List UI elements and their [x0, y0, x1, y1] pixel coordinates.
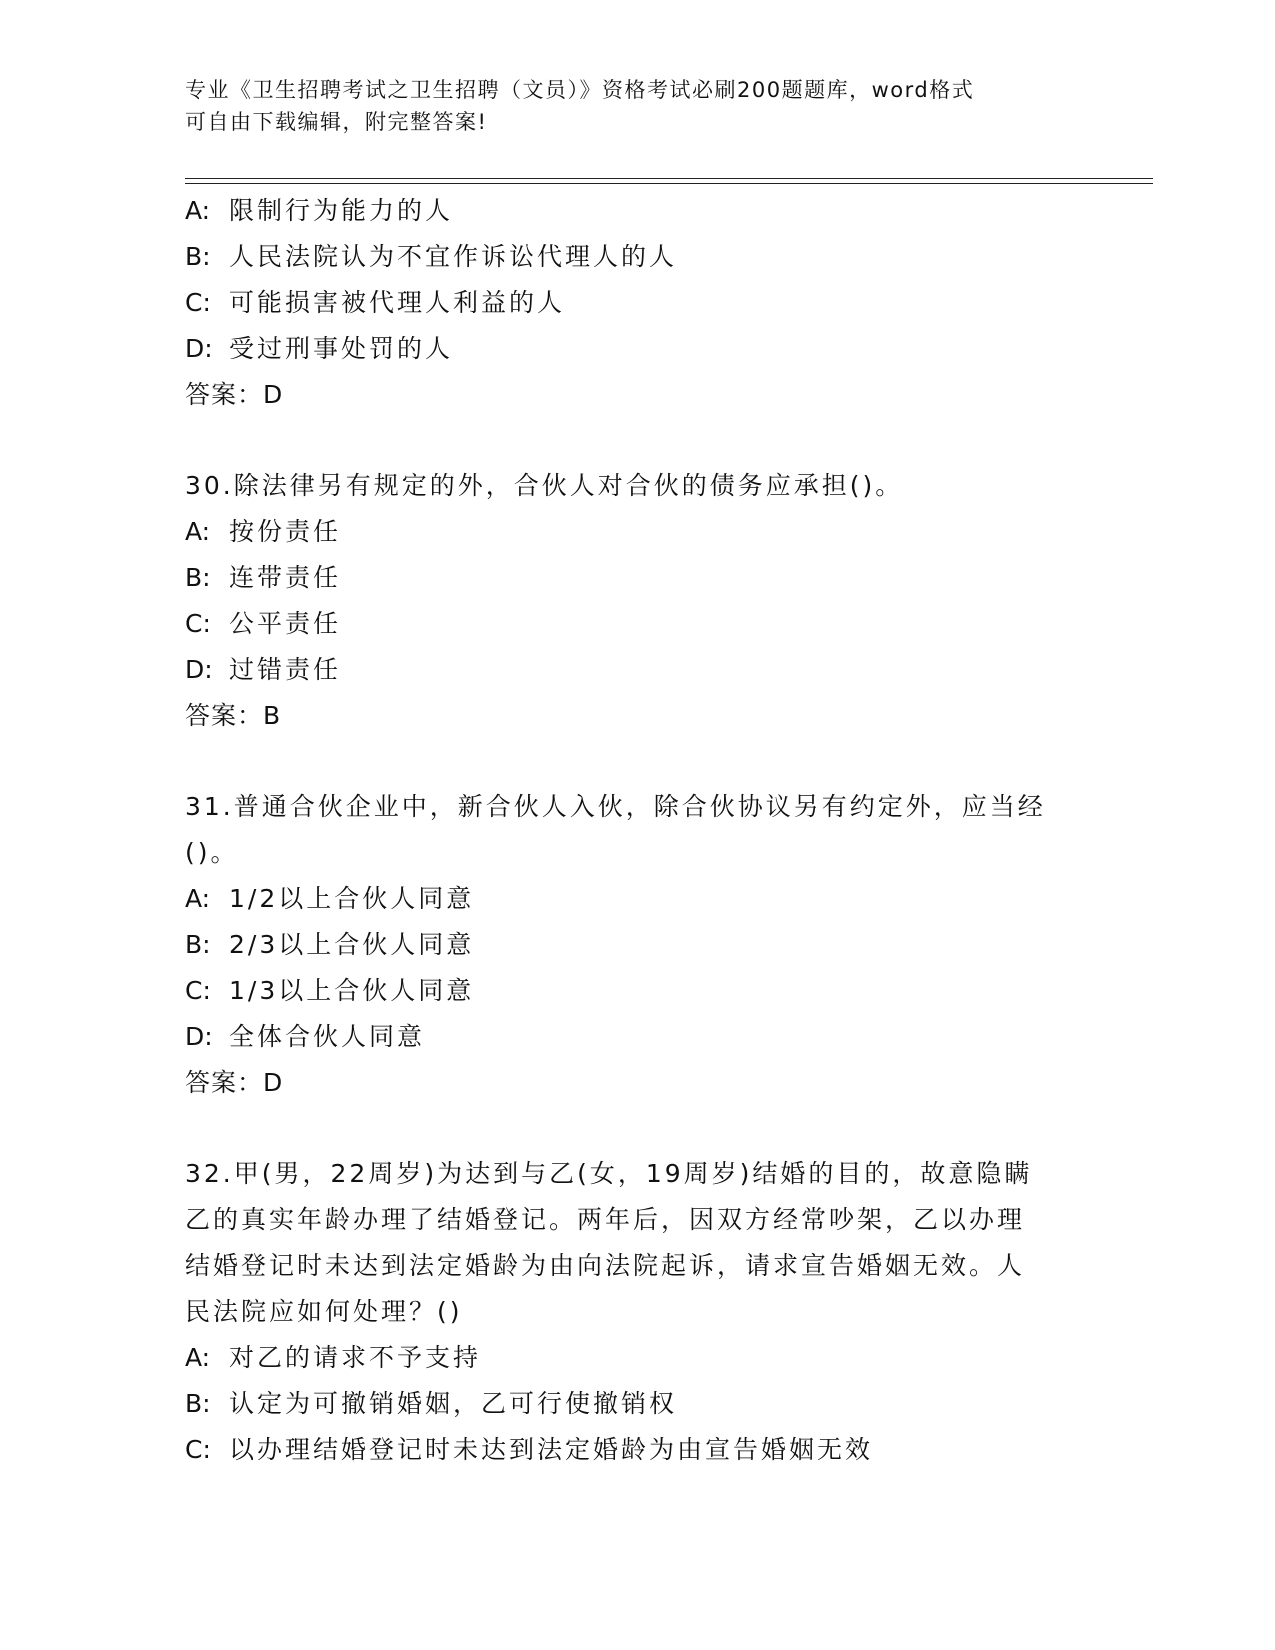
option-text: 可能损害被代理人利益的人: [229, 288, 566, 317]
option-letter: A:: [185, 884, 211, 913]
option-b: [185, 234, 1085, 280]
header-title-line-1: 专业《卫生招聘考试之卫生招聘（文员）》资格考试必刷200题题库，word格式: [185, 78, 975, 102]
question-32: [185, 1151, 1085, 1473]
option-letter: B:: [185, 1389, 211, 1418]
option-text: 认定为可撤销婚姻，乙可行使撤销权: [229, 1389, 678, 1418]
option-c: [185, 601, 1085, 647]
option-text: 对乙的请求不予支持: [229, 1343, 482, 1372]
option-text: 按份责任: [229, 517, 342, 546]
header-divider-top: [185, 178, 1153, 179]
option-text: 连带责任: [229, 563, 342, 592]
option-d: [185, 647, 1085, 693]
option-text: 过错责任: [229, 655, 342, 684]
header-divider-bottom: [185, 183, 1153, 184]
question-stem-line-2: 乙的真实年龄办理了结婚登记。两年后，因双方经常吵架，乙以办理: [185, 1205, 1026, 1234]
option-b: [185, 555, 1085, 601]
answer-line: 答案：D: [185, 380, 284, 409]
document-header: [185, 74, 1065, 138]
option-letter: C:: [185, 609, 211, 638]
option-text: 人民法院认为不宜作诉讼代理人的人: [229, 242, 678, 271]
option-letter: A:: [185, 517, 211, 546]
option-letter: D:: [185, 1022, 213, 1051]
option-d: [185, 326, 1085, 372]
option-text: 限制行为能力的人: [229, 196, 454, 225]
question-30: [185, 463, 1085, 739]
option-text: 1/3以上合伙人同意: [229, 976, 475, 1005]
option-letter: B:: [185, 242, 211, 271]
option-letter: D:: [185, 334, 213, 363]
option-letter: A:: [185, 196, 211, 225]
option-letter: A:: [185, 1343, 211, 1372]
answer-line: 答案：D: [185, 1068, 284, 1097]
option-a: [185, 876, 1085, 922]
answer-line: 答案：B: [185, 701, 282, 730]
option-text: 以办理结婚登记时未达到法定婚龄为由宣告婚姻无效: [229, 1435, 874, 1464]
spacer: [185, 418, 1085, 463]
question-31: [185, 784, 1085, 1106]
question-stem-line-1: 31.普通合伙企业中，新合伙人入伙，除合伙协议另有约定外，应当经: [185, 792, 1046, 821]
option-text: 公平责任: [229, 609, 342, 638]
option-letter: D:: [185, 655, 213, 684]
spacer: [185, 1106, 1085, 1151]
option-a: [185, 1335, 1085, 1381]
option-letter: C:: [185, 976, 211, 1005]
question-stem-line-4: 民法院应如何处理？(): [185, 1297, 463, 1326]
option-d: [185, 1014, 1085, 1060]
option-b: [185, 1381, 1085, 1427]
option-letter: B:: [185, 563, 211, 592]
option-text: 受过刑事处罚的人: [229, 334, 454, 363]
question-list: [185, 188, 1085, 1473]
option-text: 1/2以上合伙人同意: [229, 884, 475, 913]
spacer: [185, 739, 1085, 784]
question-stem-line-1: 32.甲(男，22周岁)为达到与乙(女，19周岁)结婚的目的，故意隐瞒: [185, 1159, 1033, 1188]
option-a: [185, 509, 1085, 555]
option-c: [185, 968, 1085, 1014]
header-title-line-2: 可自由下载编辑，附完整答案!: [185, 110, 488, 134]
option-letter: C:: [185, 1435, 211, 1464]
option-letter: C:: [185, 288, 211, 317]
option-a: [185, 188, 1085, 234]
option-letter: B:: [185, 930, 211, 959]
question-stem: 30.除法律另有规定的外，合伙人对合伙的债务应承担()。: [185, 471, 904, 500]
option-text: 2/3以上合伙人同意: [229, 930, 475, 959]
option-b: [185, 922, 1085, 968]
option-c: [185, 280, 1085, 326]
question-stem-line-2: ()。: [185, 838, 239, 867]
option-text: 全体合伙人同意: [229, 1022, 426, 1051]
question-stem-line-3: 结婚登记时未达到法定婚龄为由向法院起诉，请求宣告婚姻无效。人: [185, 1251, 1026, 1280]
question-29: [185, 188, 1085, 418]
option-c: [185, 1427, 1085, 1473]
